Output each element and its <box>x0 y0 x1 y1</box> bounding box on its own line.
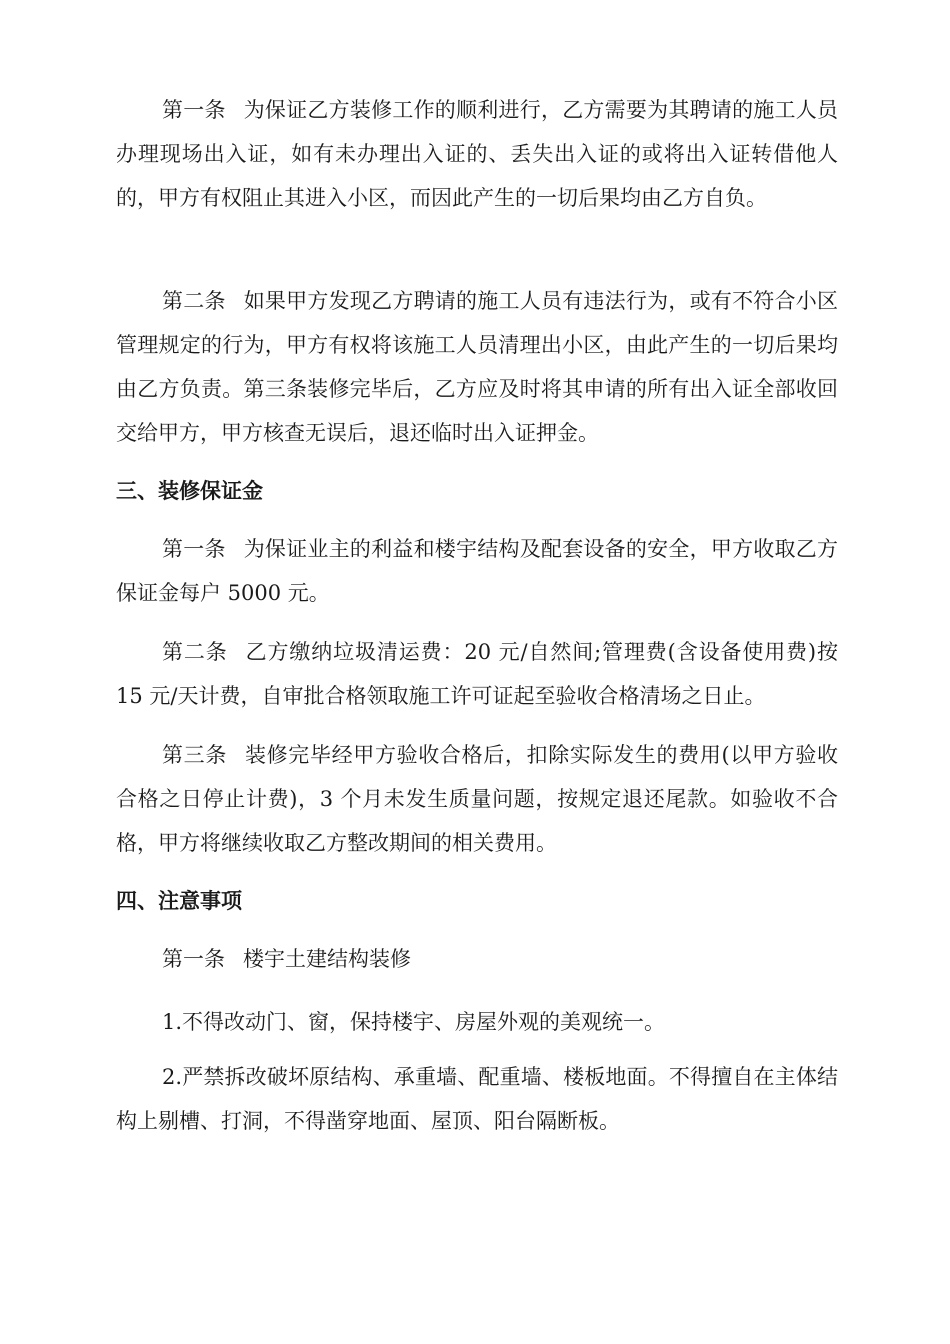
article-label: 第一条 <box>162 537 226 561</box>
article-paragraph <box>116 733 838 865</box>
article-text: 如果甲方发现乙方聘请的施工人员有违法行为，或有不符合小区管理规定的行为，甲方有权将该施工人员清理出小区，由此产生的一切后果均由乙方负责。第三条装修完毕后，乙方应及时将其申请的所有出入证全部收回交给甲方，甲方核查无误后，退还临时出入证押金。 <box>116 289 839 445</box>
article-label: 第二条 <box>162 289 226 313</box>
article-label: 第一条 <box>162 947 225 971</box>
article-text: 装修完毕经甲方验收合格后，扣除实际发生的费用(以甲方验收合格之日停止计费)，3 个月未发生质量问题，按规定退还尾款。如验收不合格，甲方将继续收取乙方整改期间的相关费用。 <box>116 743 838 855</box>
article-paragraph <box>116 630 838 718</box>
article-text: 为保证业主的利益和楼宇结构及配套设备的安全，甲方收取乙方保证金每户 5000 元。 <box>116 537 839 605</box>
article-label: 第二条 <box>162 640 228 664</box>
article-label: 第三条 <box>162 743 227 767</box>
section-heading: 三、装修保证金 <box>116 478 263 503</box>
list-item: 1.不得改动门、窗，保持楼宇、房屋外观的美观统一。 <box>162 1010 666 1034</box>
article-paragraph <box>116 279 838 455</box>
article-paragraph <box>116 527 838 615</box>
article-paragraph <box>116 88 838 220</box>
article-text: 楼宇土建结构装修 <box>243 947 411 971</box>
article-label: 第一条 <box>162 98 226 122</box>
article-text: 乙方缴纳垃圾清运费：20 元/自然间;管理费(含设备使用费)按 15 元/天计费，自审批合格领取施工许可证起至验收合格清场之日止。 <box>116 640 838 708</box>
article-text: 为保证乙方装修工作的顺利进行，乙方需要为其聘请的施工人员办理现场出入证，如有未办理出入证的、丢失出入证的或将出入证转借他人的，甲方有权阻止其进入小区，而因此产生的一切后果均由乙方自负。 <box>116 98 839 210</box>
article-paragraph <box>116 937 838 981</box>
section-heading: 四、注意事项 <box>116 888 242 913</box>
list-item: 2.严禁拆改破坏原结构、承重墙、配重墙、楼板地面。不得擅自在主体结构上剔槽、打洞，不得凿穿地面、屋顶、阳台隔断板。 <box>116 1065 838 1133</box>
